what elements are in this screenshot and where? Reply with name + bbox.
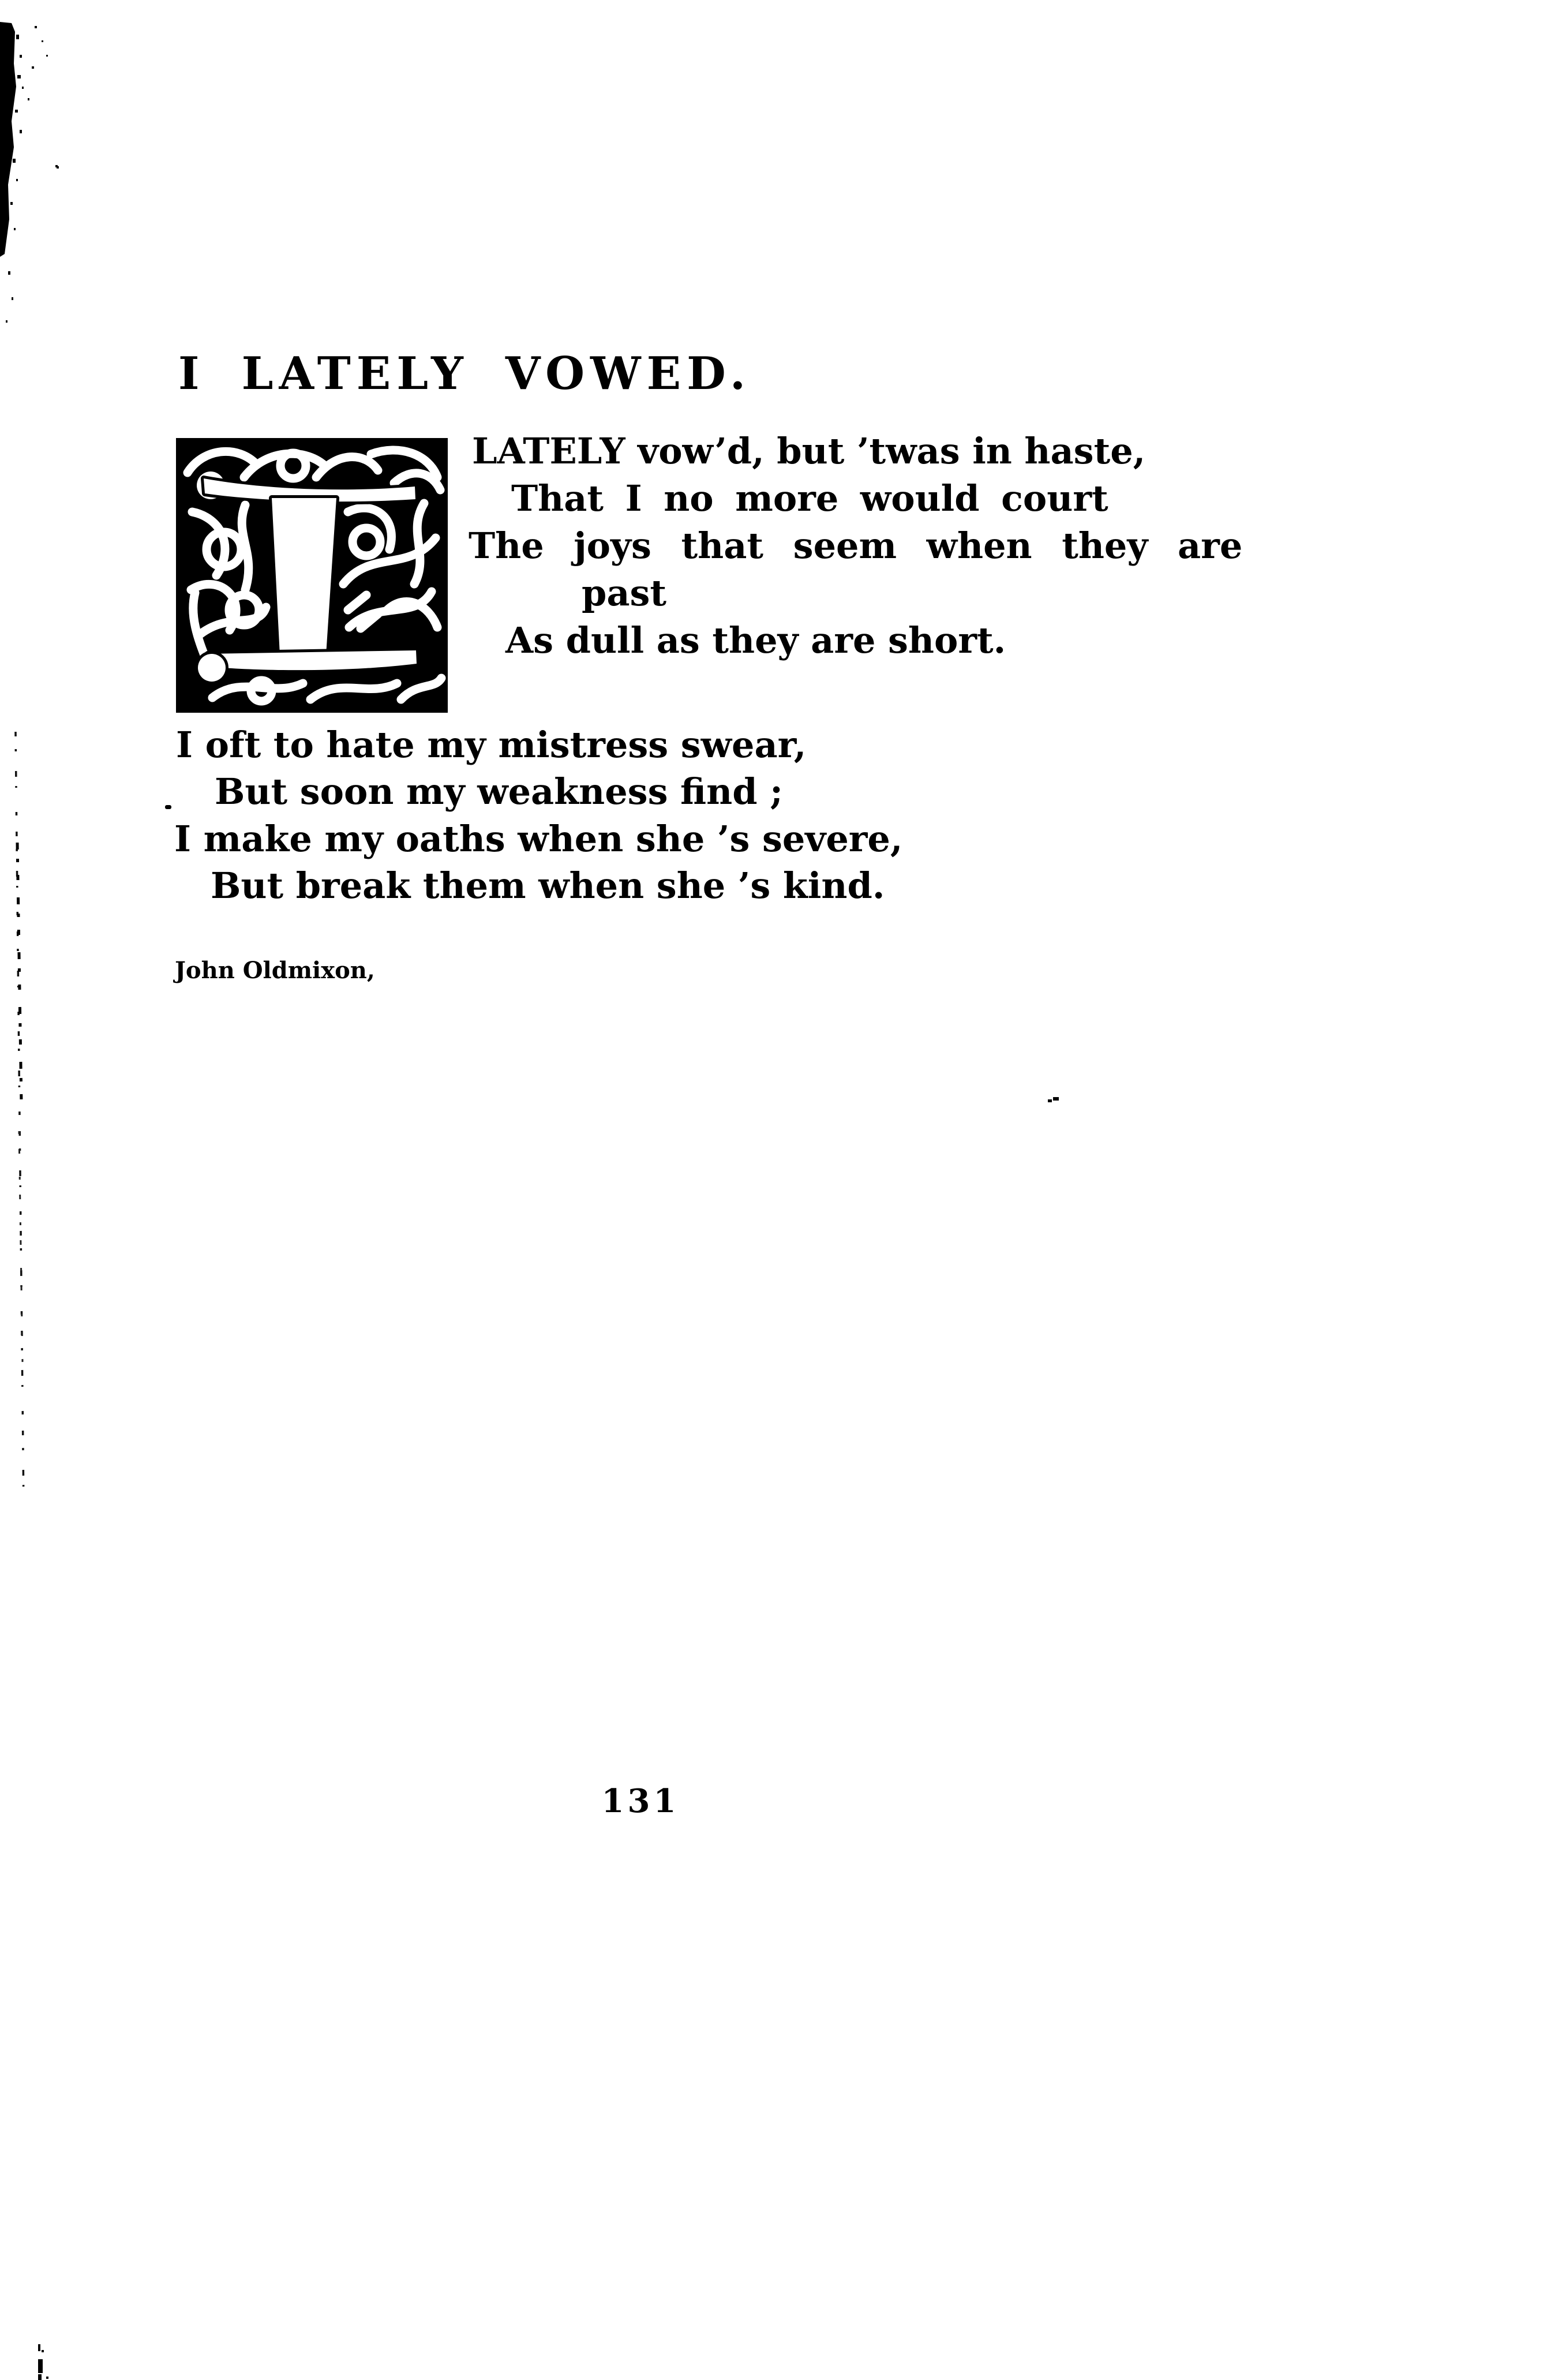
poem-line: LATELY vow’d, but ’twas in haste, bbox=[472, 430, 1146, 472]
poem-line: The joys that seem when they are bbox=[469, 525, 1243, 567]
scan-artifact-speck bbox=[164, 803, 175, 811]
poem-line: I make my oaths when she ’s severe, bbox=[174, 818, 903, 860]
celtic-knot-initial-i-icon bbox=[175, 437, 449, 714]
author-attribution: John Oldmixon, bbox=[175, 957, 375, 984]
poem-line: As dull as they are short. bbox=[505, 619, 1006, 661]
drop-cap-ornament bbox=[175, 437, 449, 714]
scan-artifact-gutter-dotted-line bbox=[0, 727, 40, 1512]
poem-line: That I no more would court bbox=[511, 477, 1108, 519]
scan-artifact-bottom-flecks bbox=[0, 2337, 69, 2380]
poem-title: I LATELY VOWED. bbox=[178, 347, 752, 400]
page-number: 131 bbox=[601, 1782, 680, 1820]
poem-line: past bbox=[582, 572, 667, 614]
scan-artifact-gutter-wedge bbox=[0, 17, 63, 340]
scan-artifact-speck bbox=[55, 165, 59, 169]
poem-line: But break them when she ’s kind. bbox=[211, 865, 885, 907]
poem-line: But soon my weakness find ; bbox=[215, 770, 784, 813]
poem-line: I oft to hate my mistress swear, bbox=[176, 724, 807, 766]
scan-artifact-speck bbox=[1047, 1095, 1062, 1105]
